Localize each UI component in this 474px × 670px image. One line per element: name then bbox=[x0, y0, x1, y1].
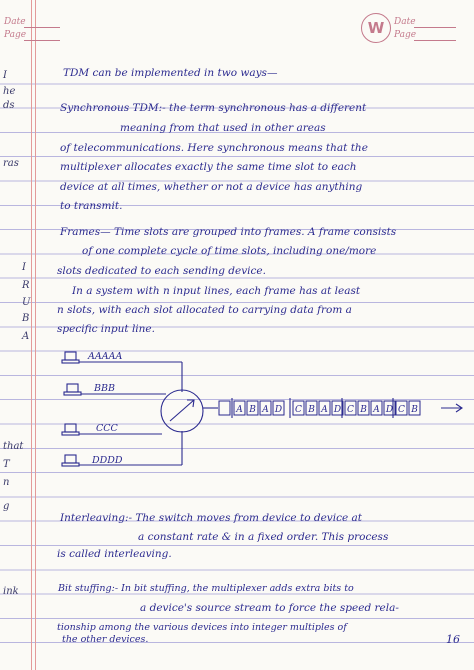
frame-slot-label: C bbox=[347, 405, 354, 415]
frame-slot-label: B bbox=[249, 405, 256, 415]
margin-note: R bbox=[22, 280, 30, 291]
notes-line: the other devices. bbox=[62, 634, 149, 645]
frame-slot-label: A bbox=[373, 405, 380, 415]
margin-note: I bbox=[22, 262, 26, 273]
date-label-left: Date bbox=[4, 17, 26, 27]
notes-line: of one complete cycle of time slots, including one/more bbox=[82, 245, 377, 257]
margin-note: n bbox=[3, 477, 10, 488]
notes-line: is called interleaving. bbox=[57, 548, 172, 560]
frame-slot-label: D bbox=[385, 405, 394, 415]
source-label: CCC bbox=[96, 423, 118, 434]
device-icon bbox=[64, 384, 81, 395]
frame-slot-label: A bbox=[321, 405, 328, 415]
notes-line: multiplexer allocates exactly the same time slot to each bbox=[60, 161, 357, 173]
frame-slot bbox=[219, 401, 230, 415]
notes-line: Frames— Time slots are grouped into frames. A frame consists bbox=[60, 226, 397, 238]
margin-note: ras bbox=[3, 158, 19, 169]
margin-note: U bbox=[22, 297, 31, 308]
notes-line: Interleaving:- The switch moves from device to device at bbox=[60, 512, 362, 524]
source-label: DDDD bbox=[92, 455, 123, 466]
notes-line: slots dedicated to each sending device. bbox=[57, 265, 266, 277]
frame-slot-label: A bbox=[236, 405, 243, 415]
device-icon bbox=[62, 424, 79, 435]
notes-line: a constant rate & in a fixed order. This process bbox=[138, 531, 389, 543]
switch-arm bbox=[170, 400, 194, 421]
notes-line: In a system with n input lines, each frame has at least bbox=[72, 285, 361, 297]
frame-slot-label: B bbox=[411, 405, 418, 415]
margin-note: he bbox=[3, 86, 16, 97]
device-icon bbox=[62, 455, 79, 466]
device-icon bbox=[62, 352, 79, 363]
frame-slot-label: A bbox=[262, 405, 269, 415]
notes-line: of telecommunications. Here synchronous means that the bbox=[60, 142, 368, 154]
date-label-right: Date bbox=[394, 17, 416, 27]
notes-line: n slots, with each slot allocated to carrying data from a bbox=[57, 304, 352, 316]
source-label: BBB bbox=[94, 383, 115, 394]
notes-line: device at all times, whether or not a device has anything bbox=[60, 181, 363, 193]
frame-slot-label: D bbox=[333, 405, 342, 415]
source-label: AAAAA bbox=[88, 351, 123, 362]
margin-note: A bbox=[22, 331, 30, 342]
page-label-left: Page bbox=[4, 30, 27, 40]
frame-slot-label: D bbox=[274, 405, 283, 415]
frame-slot-label: B bbox=[360, 405, 367, 415]
margin-note: B bbox=[22, 313, 30, 324]
frame-slot-label: B bbox=[308, 405, 315, 415]
notes-line: a device's source stream to force the speed rela- bbox=[140, 602, 399, 614]
notes-line: to transmit. bbox=[60, 200, 123, 212]
notes-line: Bit stuffing:- In bit stuffing, the multiplexer adds extra bits to bbox=[58, 583, 354, 594]
frame-slot-label: C bbox=[398, 405, 405, 415]
margin-note: ink bbox=[3, 586, 19, 597]
margin-note: that bbox=[3, 441, 24, 452]
frame-slot-label: C bbox=[295, 405, 302, 415]
frame-slots bbox=[219, 401, 420, 415]
notes-line: meaning from that used in other areas bbox=[120, 122, 326, 134]
notes-line: specific input line. bbox=[57, 323, 155, 335]
margin-note: ds bbox=[3, 100, 15, 111]
page-number: 16 bbox=[446, 633, 460, 646]
notes-line: tionship among the various devices into integer multiples of bbox=[57, 622, 347, 633]
notebook-logo-icon: W bbox=[361, 13, 391, 43]
margin-note: g bbox=[3, 501, 10, 512]
margin-note: T bbox=[3, 459, 10, 470]
page-label-right: Page bbox=[394, 30, 417, 40]
margin-note: I bbox=[3, 70, 7, 81]
notes-line: TDM can be implemented in two ways— bbox=[63, 67, 278, 79]
notes-line: Synchronous TDM:- the term synchronous has a different bbox=[60, 102, 367, 114]
